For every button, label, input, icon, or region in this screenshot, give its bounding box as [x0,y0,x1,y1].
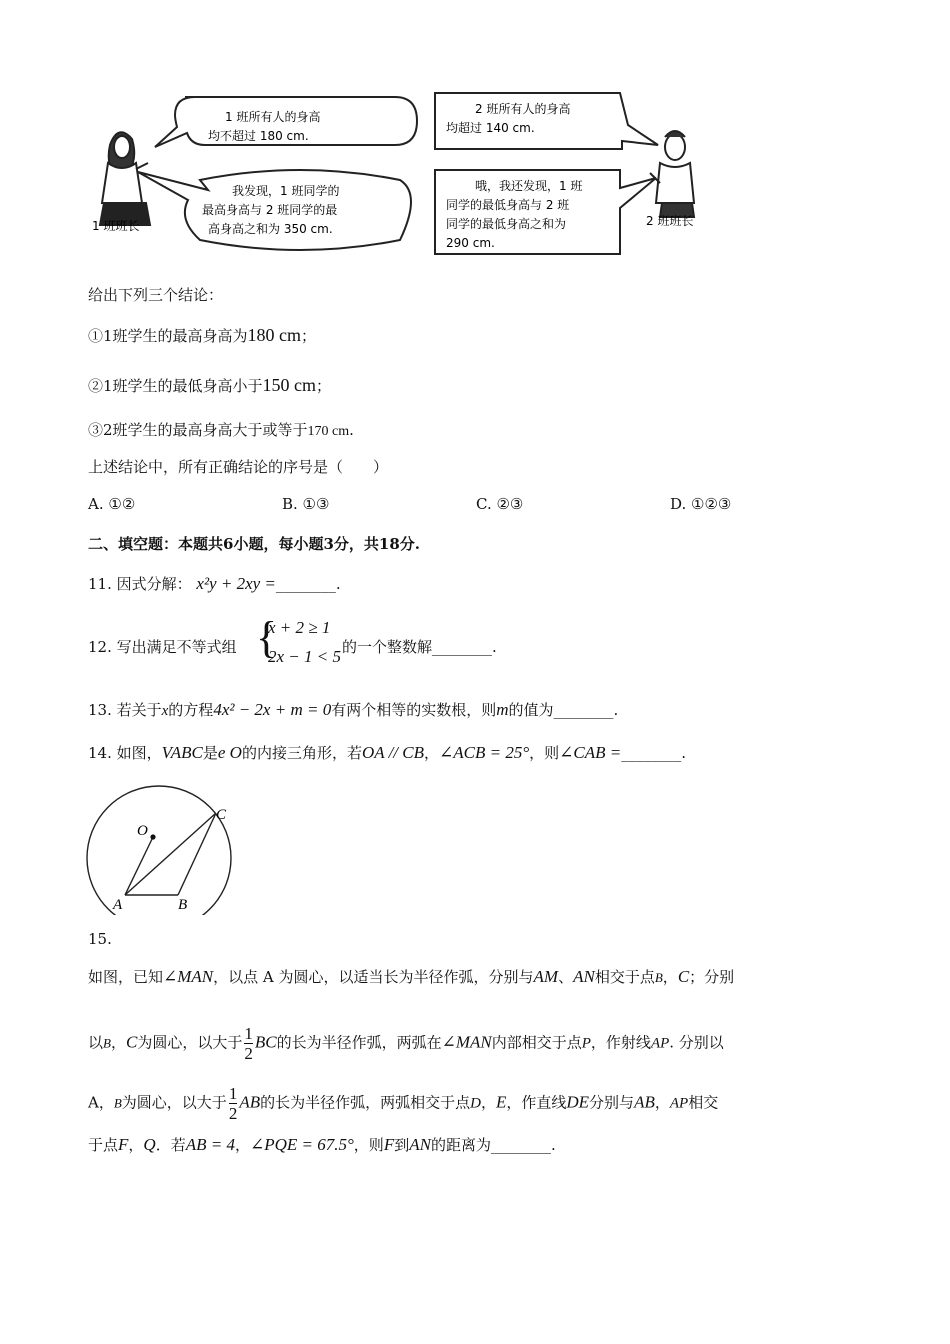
girl-figure [100,132,150,225]
section-2-heading: 二、填空题：本题共6小题，每小题3分，共18分. [88,535,420,553]
caption-right: 2 班班长 [646,214,694,228]
bubble2-line1: 我发现，1 班同学的 [232,184,340,198]
q15-number: 15. [88,930,112,948]
bubble4-line4: 290 cm. [446,236,495,250]
q15-line-3: A，B为圆心，以大于 $\frac{1}{2}$ AB的长为半径作弧，两弧相交于点D，E，作直线DE分别与AB，AP相交 [88,1084,719,1123]
q12-text: 12. 写出满足不等式组 [88,638,237,656]
point-o [150,834,155,839]
q13-answer-blank[interactable]: ________ [553,701,614,719]
bubble4-line2: 同学的最低身高与 2 班 [446,198,570,212]
q10-option-c[interactable]: C. ②③ [476,495,524,513]
q15-line-2: 以B，C为圆心，以大于 $\frac{1}{2}$ BC的长为半径作弧，两弧在∠MAN内部相交于点P，作射线AP. 分别以 [88,1024,724,1063]
bubble2-line2: 最高身高与 2 班同学的最 [202,203,338,217]
bubble2-line3: 高身高之和为 350 cm. [208,222,333,236]
q10-conclusion-1: ①1班学生的最高身高为180 cm； [88,325,317,345]
q10-conclusion-2: ②1班学生的最低身高小于150 cm； [88,375,332,395]
q11: 11. 因式分解： x²y + 2xy =________. [88,574,341,593]
q15-answer-blank[interactable]: ________ [490,1136,551,1154]
q15-line-4: 于点F，Q．若AB = 4，∠PQE = 67.5°，则F到AN的距离为________. [88,1135,556,1154]
bubble3-line1: 2 班所有人的身高 [475,102,571,116]
bubble1-line2: 均不超过 180 cm. [208,129,309,143]
q10-intro: 给出下列三个结论： [88,286,224,304]
q13: 13. 若关于x的方程4x² − 2x + m = 0有两个相等的实数根，则m的值为________. [88,700,619,719]
q12-after: 的一个整数解________. [342,638,497,656]
label-a: A [113,897,123,913]
bubble4-line1: 哦，我还发现，1 班 [475,179,583,193]
q12-answer-blank[interactable]: ________ [432,638,493,656]
q10-option-d[interactable]: D. ①②③ [670,495,732,513]
segment-oa [125,837,153,895]
bubble4-line3: 同学的最低身高之和为 [446,217,567,231]
q11-answer-blank[interactable]: ________ [275,575,336,593]
segment-bc [178,813,216,895]
q10-conclusion-3: ③2班学生的最高身高大于或等于170 cm. [88,421,354,439]
q12-inequality-1: x + 2 ≥ 1 [268,618,331,637]
q14: 14. 如图，VABC是e O的内接三角形，若OA // CB，∠ACB = 25°，则∠CAB =________. [88,743,687,762]
q14-answer-blank[interactable]: ________ [621,744,682,762]
label-o: O [137,823,148,839]
q11-expression: x²y + 2xy = [196,574,276,593]
q14-circle-figure [80,775,240,915]
q15-fraction-half-1: $\frac{1}{2}$ [244,1024,253,1063]
q15-fraction-half-2: $\frac{1}{2}$ [228,1084,238,1123]
q12-brace: { [256,613,278,662]
q12-inequality-2: 2x − 1 < 5 [268,647,341,666]
caption-left: 1 班班长 [92,219,140,233]
q13-equation: 4x² − 2x + m = 0 [213,700,332,719]
bubble3-line2: 均超过 140 cm. [446,121,535,135]
q10-option-b[interactable]: B. ①③ [282,495,330,513]
bubble1-line1: 1 班所有人的身高 [225,110,321,124]
q10-question: 上述结论中，所有正确结论的序号是（ ） [88,458,389,476]
q10-option-a[interactable]: A. ①② [88,495,136,513]
label-c: C [216,807,227,823]
label-b: B [178,897,188,913]
comic-illustration [90,85,710,260]
q15-line-1: 如图，已知∠MAN，以点 A 为圆心，以适当长为半径作弧，分别与AM、AN相交于点B，C；分别 [88,967,735,986]
